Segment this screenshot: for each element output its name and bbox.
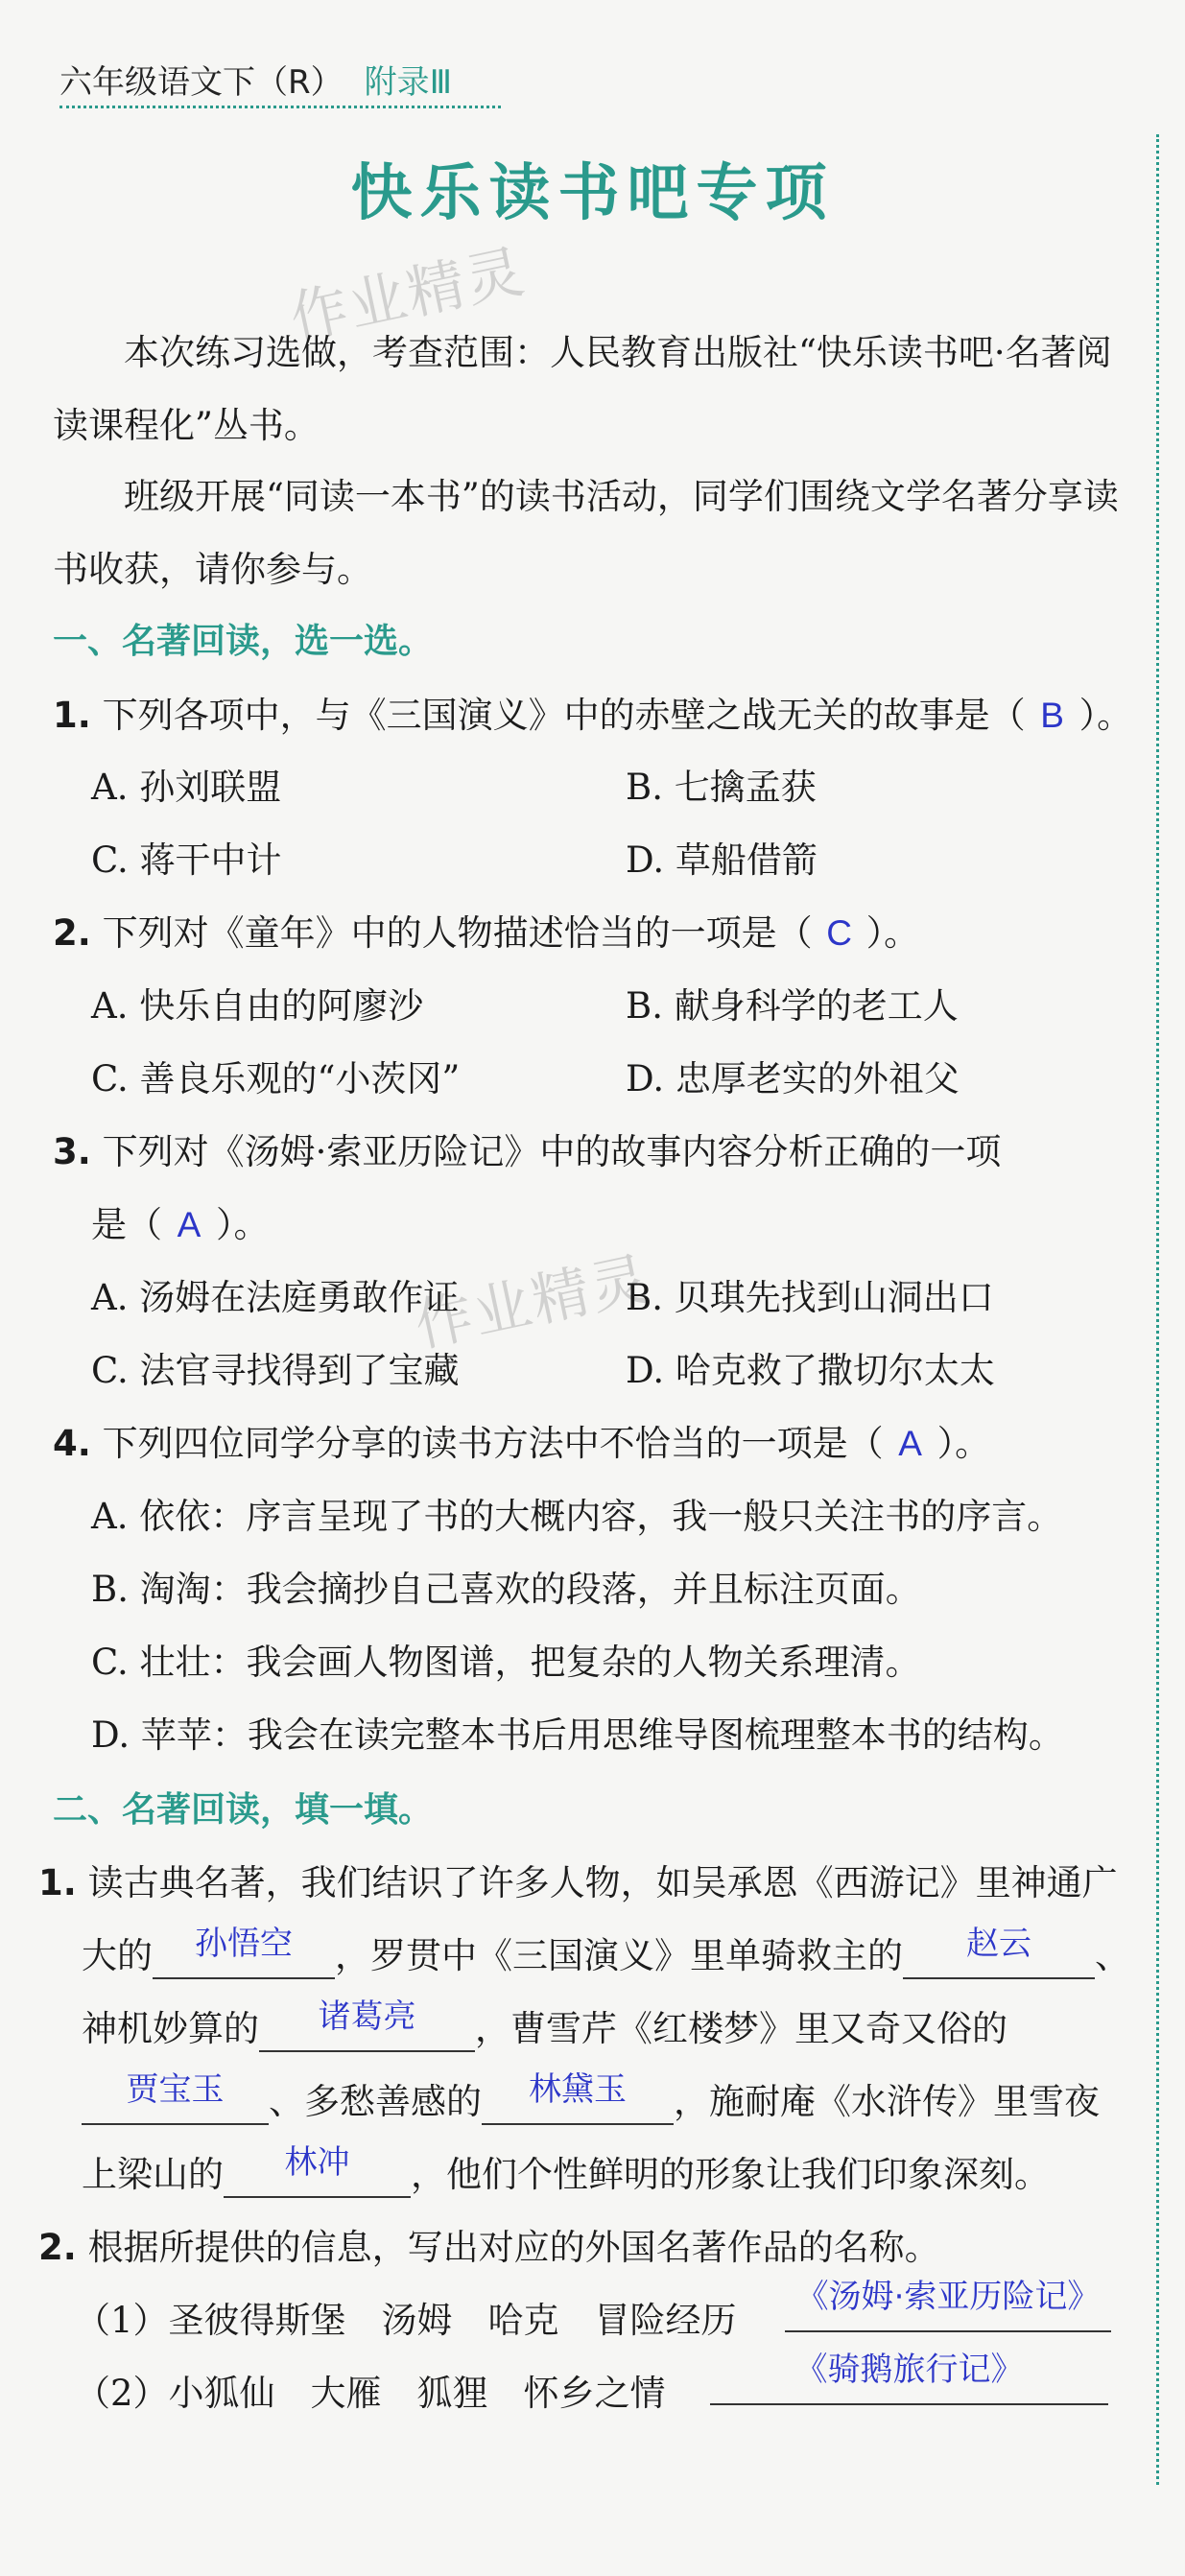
- option: A. 汤姆在法庭勇敢作证: [91, 1277, 460, 1318]
- match-item-1: [75, 2291, 737, 2343]
- question-text: 下列四位同学分享的读书方法中不恰当的一项是（: [102, 1423, 884, 1464]
- answer-text: 贾宝玉: [126, 2070, 225, 2109]
- text-segment: 大的: [82, 1935, 153, 1976]
- fill-question-2: [38, 2218, 940, 2270]
- question-number: 4.: [53, 1423, 91, 1464]
- fill-line-5: [82, 2145, 1050, 2198]
- margin-rule: [1156, 134, 1159, 2485]
- section-heading-2: 二、名著回读，填一填。: [53, 1790, 434, 1830]
- answer-text: 《汤姆·索亚历险记》: [795, 2278, 1101, 2316]
- question-text: 下列各项中，与《三国演义》中的赤壁之战无关的故事是（: [102, 695, 1026, 736]
- item-label: （2）小狐仙 大雁 狐狸 怀乡之情: [75, 2373, 666, 2414]
- option: D. 苹苹：我会在读完整本书后用思维导图梳理整本书的结构。: [91, 1714, 1064, 1756]
- answer-mark: B: [1040, 696, 1064, 735]
- question-text: 读古典名著，我们结识了许多人物，如吴承恩《西游记》里神通广: [87, 1862, 1118, 1903]
- fill-question-1: [38, 1854, 1118, 1905]
- text-segment: 神机妙算的: [82, 2008, 259, 2049]
- option: C. 壮壮：我会画人物图谱，把复杂的人物关系理清。: [91, 1642, 921, 1683]
- text-segment: 、: [1095, 1935, 1130, 1976]
- text-segment: ，他们个性鲜明的形象让我们印象深刻。: [411, 2154, 1050, 2195]
- answer-text: 孙悟空: [195, 1925, 293, 1963]
- option: B. 淘淘：我会摘抄自己喜欢的段落，并且标注页面。: [91, 1569, 921, 1610]
- answer-text: 诸葛亮: [318, 1997, 416, 2036]
- question-text: 根据所提供的信息，写出对应的外国名著作品的名称。: [87, 2227, 940, 2268]
- section-heading-1: 一、名著回读，选一选。: [53, 622, 434, 661]
- intro-paragraph-2: 班级开展“同读一本书”的读书活动，同学们围绕文学名著分享读书收获，请你参与。: [53, 476, 1119, 590]
- option: A. 快乐自由的阿廖沙: [91, 985, 424, 1027]
- question-text-end: ）。: [216, 1204, 270, 1245]
- question-text: 下列对《童年》中的人物描述恰当的一项是（: [102, 912, 813, 954]
- answer-text: 林黛玉: [529, 2070, 627, 2109]
- option: A. 孙刘联盟: [91, 767, 282, 808]
- answer-text: 林冲: [284, 2143, 350, 2182]
- book-label: 六年级语文下（R）: [59, 63, 344, 102]
- question-text: 下列对《汤姆·索亚历险记》中的故事内容分析正确的一项: [102, 1131, 1002, 1172]
- answer-blank: [785, 2278, 1111, 2332]
- item-label: （1）圣彼得斯堡 汤姆 哈克 冒险经历: [75, 2300, 737, 2341]
- answer-mark: A: [898, 1424, 922, 1463]
- text-segment: 上梁山的: [82, 2154, 224, 2195]
- fill-line-2: [82, 1926, 1130, 1979]
- intro-paragraph-1: 本次练习选做，考查范围：人民教育出版社“快乐读书吧·名著阅读课程化”丛书。: [53, 332, 1112, 446]
- answer-blank: [224, 2143, 411, 2198]
- question-text-end: ）。: [936, 1423, 991, 1464]
- option: A. 依依：序言呈现了书的大概内容，我一般只关注书的序言。: [91, 1496, 1063, 1537]
- answer-blank: [903, 1925, 1095, 1979]
- page-title: 快乐读书吧专项: [350, 158, 835, 229]
- option: C. 善良乐观的“小茨冈”: [91, 1058, 461, 1099]
- question-number: 2.: [38, 2227, 77, 2268]
- watermark-logo: 作业精灵: [284, 237, 532, 353]
- text-segment: 、多愁善感的: [269, 2081, 482, 2122]
- option: B. 七擒孟获: [626, 767, 817, 808]
- answer-blank: [82, 2070, 269, 2125]
- option: B. 献身科学的老工人: [626, 985, 959, 1027]
- option: D. 草船借箭: [626, 839, 818, 881]
- question-text-end: ）。: [1078, 695, 1133, 736]
- answer-blank: [153, 1925, 335, 1979]
- option: C. 蒋干中计: [91, 839, 282, 881]
- header-divider: [59, 106, 501, 108]
- question-number: 2.: [53, 912, 91, 954]
- answer-blank: [482, 2070, 674, 2125]
- answer-mark: C: [826, 913, 852, 953]
- option: D. 忠厚老实的外祖父: [626, 1058, 960, 1099]
- option: C. 法官寻找得到了宝藏: [91, 1350, 460, 1391]
- appendix-label: 附录Ⅲ: [364, 63, 453, 102]
- match-answer-1: [785, 2278, 1111, 2332]
- option: D. 哈克救了撒切尔太太: [626, 1350, 995, 1391]
- text-segment: ，曹雪芹《红楼梦》里又奇又俗的: [475, 2008, 1007, 2049]
- option: B. 贝琪先找到山洞出口: [626, 1277, 994, 1318]
- question-1: [53, 686, 1132, 738]
- question-4: [53, 1414, 990, 1466]
- question-text: 是（: [91, 1204, 162, 1245]
- answer-text: 《骑鹅旅行记》: [794, 2351, 1024, 2389]
- text-segment: ，罗贯中《三国演义》里单骑救主的: [335, 1935, 903, 1976]
- question-number: 1.: [53, 695, 91, 736]
- answer-mark: A: [177, 1205, 201, 1244]
- question-3: [53, 1123, 1001, 1174]
- question-text-end: ）。: [865, 912, 920, 954]
- answer-text: 赵云: [966, 1925, 1031, 1963]
- text-segment: ，施耐庵《水浒传》里雪夜: [674, 2081, 1100, 2122]
- question-number: 1.: [38, 1862, 77, 1903]
- answer-blank: [259, 1997, 475, 2052]
- page-header: [59, 56, 452, 103]
- question-number: 3.: [53, 1131, 91, 1172]
- fill-line-4: [82, 2072, 1100, 2125]
- watermark-logo: 作业精灵: [409, 1244, 656, 1360]
- answer-blank: [710, 2351, 1108, 2405]
- fill-line-3: [82, 1999, 1007, 2052]
- match-answer-2: [710, 2351, 1108, 2405]
- question-3-continued: [91, 1195, 270, 1247]
- match-item-2: [75, 2364, 666, 2416]
- question-2: [53, 904, 919, 956]
